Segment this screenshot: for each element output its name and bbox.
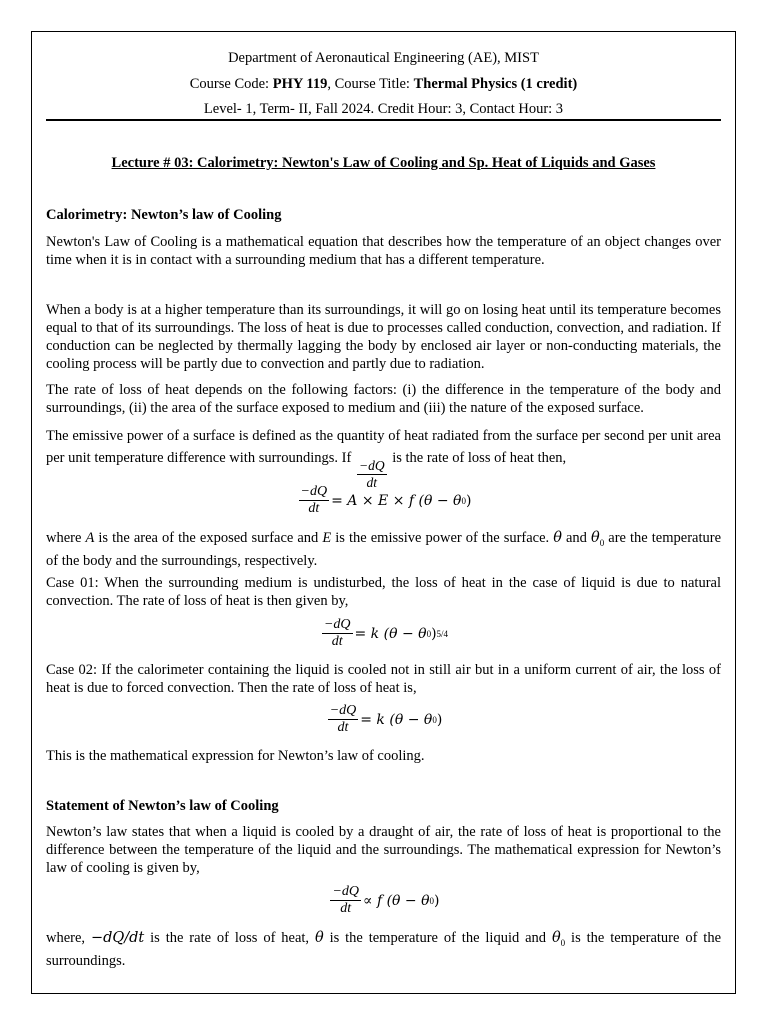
where-text-b: is the area of the exposed surface and xyxy=(94,530,323,546)
equation-emissive xyxy=(0,484,768,517)
subscript-zero: 0 xyxy=(429,895,435,906)
statement-where-c: is the temperature of the liquid and xyxy=(323,930,552,946)
closing-paren: ) xyxy=(465,492,472,509)
emissive-text-a: The emissive power of a surface is defined as the quantity of heat radiated from the surface per second per unit area per unit temperature difference with surroundings. If xyxy=(46,428,721,466)
fraction-denominator: dt xyxy=(337,720,349,735)
subscript-zero: 0 xyxy=(560,938,566,948)
symbol-theta: θ xyxy=(314,930,324,946)
where-text-a: where xyxy=(46,530,86,546)
lecture-title: Lecture # 03: Calorimetry: Newton's Law of Cooling and Sp. Heat of Liquids and Gases xyxy=(111,155,656,171)
equation-forced-convection xyxy=(0,703,768,736)
paragraph-heat-loss: When a body is at a higher temperature than its surroundings, it will go on losing heat until its temperature becomes equal to that of its surroundings. The loss of heat is due to processes called conduction, convection, and radiation. If conduction can be neglected by thermally lagging the body by enclosed air layer or non-conducting materials, the cooling process will be partly due to convection and partly due to radiation. xyxy=(46,302,721,372)
paragraph-case-02: Case 02: If the calorimeter containing the liquid is cooled not in still air but in a uniform current of air, the loss of heat is due to forced convection. Then the rate of loss of heat is, xyxy=(46,662,721,696)
symbol-theta: θ xyxy=(553,530,562,546)
where-text-e: are the temperature of the body and the surroundings, respectively. xyxy=(46,530,722,569)
fraction-denominator: dt xyxy=(366,475,378,490)
symbol-area: A xyxy=(85,530,95,546)
equation-fraction xyxy=(299,484,330,517)
emissive-text-b: is the rate of loss of heat then, xyxy=(388,450,567,466)
course-title-label: , Course Title: xyxy=(327,76,414,92)
fraction-denominator: dt xyxy=(331,634,343,649)
fraction-denominator: dt xyxy=(340,901,352,916)
subscript-zero: 0 xyxy=(461,495,466,506)
fraction-numerator: −dQ xyxy=(358,458,385,473)
section-heading-statement: Statement of Newton’s law of Cooling xyxy=(46,798,279,814)
fraction-numerator: −dQ xyxy=(332,884,360,899)
course-code: PHY 119 xyxy=(272,76,328,92)
symbol-theta0: θ xyxy=(551,930,561,946)
equation-natural-convection xyxy=(0,617,768,650)
equation-rhs: = k (θ − θ xyxy=(360,711,433,728)
paragraph-conclusion: This is the mathematical expression for Newton’s law of cooling. xyxy=(46,748,425,764)
header-rule xyxy=(46,119,721,121)
symbol-rate: −dQ/dt xyxy=(90,930,145,946)
statement-where-b: is the rate of loss of heat, xyxy=(144,930,315,946)
fraction-denominator: dt xyxy=(308,501,320,516)
equation-rhs: ∝ f (θ − θ xyxy=(363,892,430,909)
course-title: Thermal Physics (1 credit) xyxy=(413,76,578,92)
paragraph-emissive-power xyxy=(46,425,721,491)
course-line xyxy=(46,76,721,93)
subscript-zero: 0 xyxy=(432,714,437,725)
fraction-numerator: −dQ xyxy=(323,617,351,632)
symbol-theta0: θ xyxy=(590,530,600,546)
paragraph-case-01: Case 01: When the surrounding medium is undisturbed, the loss of heat in the case of liquid is due to natural convection. The rate of loss of heat is then given by, xyxy=(46,575,721,609)
statement-where-d: is the temperature of the surroundings. xyxy=(46,930,722,969)
paragraph-statement: Newton’s law states that when a liquid is cooled by a draught of air, the rate of loss of heat is proportional to the difference between the temperature of the liquid and the surroundings. The mathematical expression for Newton’s law of cooling is given by, xyxy=(46,824,721,876)
where-text-d: and xyxy=(561,530,591,546)
closing-paren: ) xyxy=(434,892,440,909)
where-text-c: is the emissive power of the surface. xyxy=(331,530,554,546)
equation-proportional xyxy=(0,884,768,917)
fraction-numerator: −dQ xyxy=(329,703,357,718)
statement-where-a: where, xyxy=(46,930,91,946)
subscript-zero: 0 xyxy=(599,538,605,548)
paragraph-factors: The rate of loss of heat depends on the following factors: (i) the difference in the temperature of the body and surroundings, (ii) the area of the surface exposed to medium and (iii) the nature of the exposed surface. xyxy=(46,382,721,416)
level-line: Level- 1, Term- II, Fall 2024. Credit Hour: 3, Contact Hour: 3 xyxy=(203,101,564,117)
equation-fraction xyxy=(322,617,353,650)
equation-fraction xyxy=(330,884,361,917)
closing-paren: ) xyxy=(431,625,437,642)
paragraph-where xyxy=(46,529,721,570)
equation-rhs: = A × E × f (θ − θ xyxy=(331,492,462,509)
symbol-emissive: E xyxy=(322,530,332,546)
equation-fraction xyxy=(328,703,359,736)
course-code-label: Course Code: xyxy=(189,76,273,92)
subscript-zero: 0 xyxy=(426,628,432,639)
fraction-numerator: −dQ xyxy=(300,484,328,499)
department-line: Department of Aeronautical Engineering (AE), MIST xyxy=(228,50,539,66)
section-heading-calorimetry: Calorimetry: Newton’s law of Cooling xyxy=(46,207,282,223)
equation-rhs: = k (θ − θ xyxy=(354,625,427,642)
paragraph-statement-where xyxy=(46,929,721,970)
exponent: 5/4 xyxy=(436,628,449,639)
paragraph-intro: Newton's Law of Cooling is a mathematical equation that describes how the temperature of an object changes over time when it is in contact with a surrounding medium that has a different temperature. xyxy=(46,234,721,268)
closing-paren: ) xyxy=(436,711,443,728)
